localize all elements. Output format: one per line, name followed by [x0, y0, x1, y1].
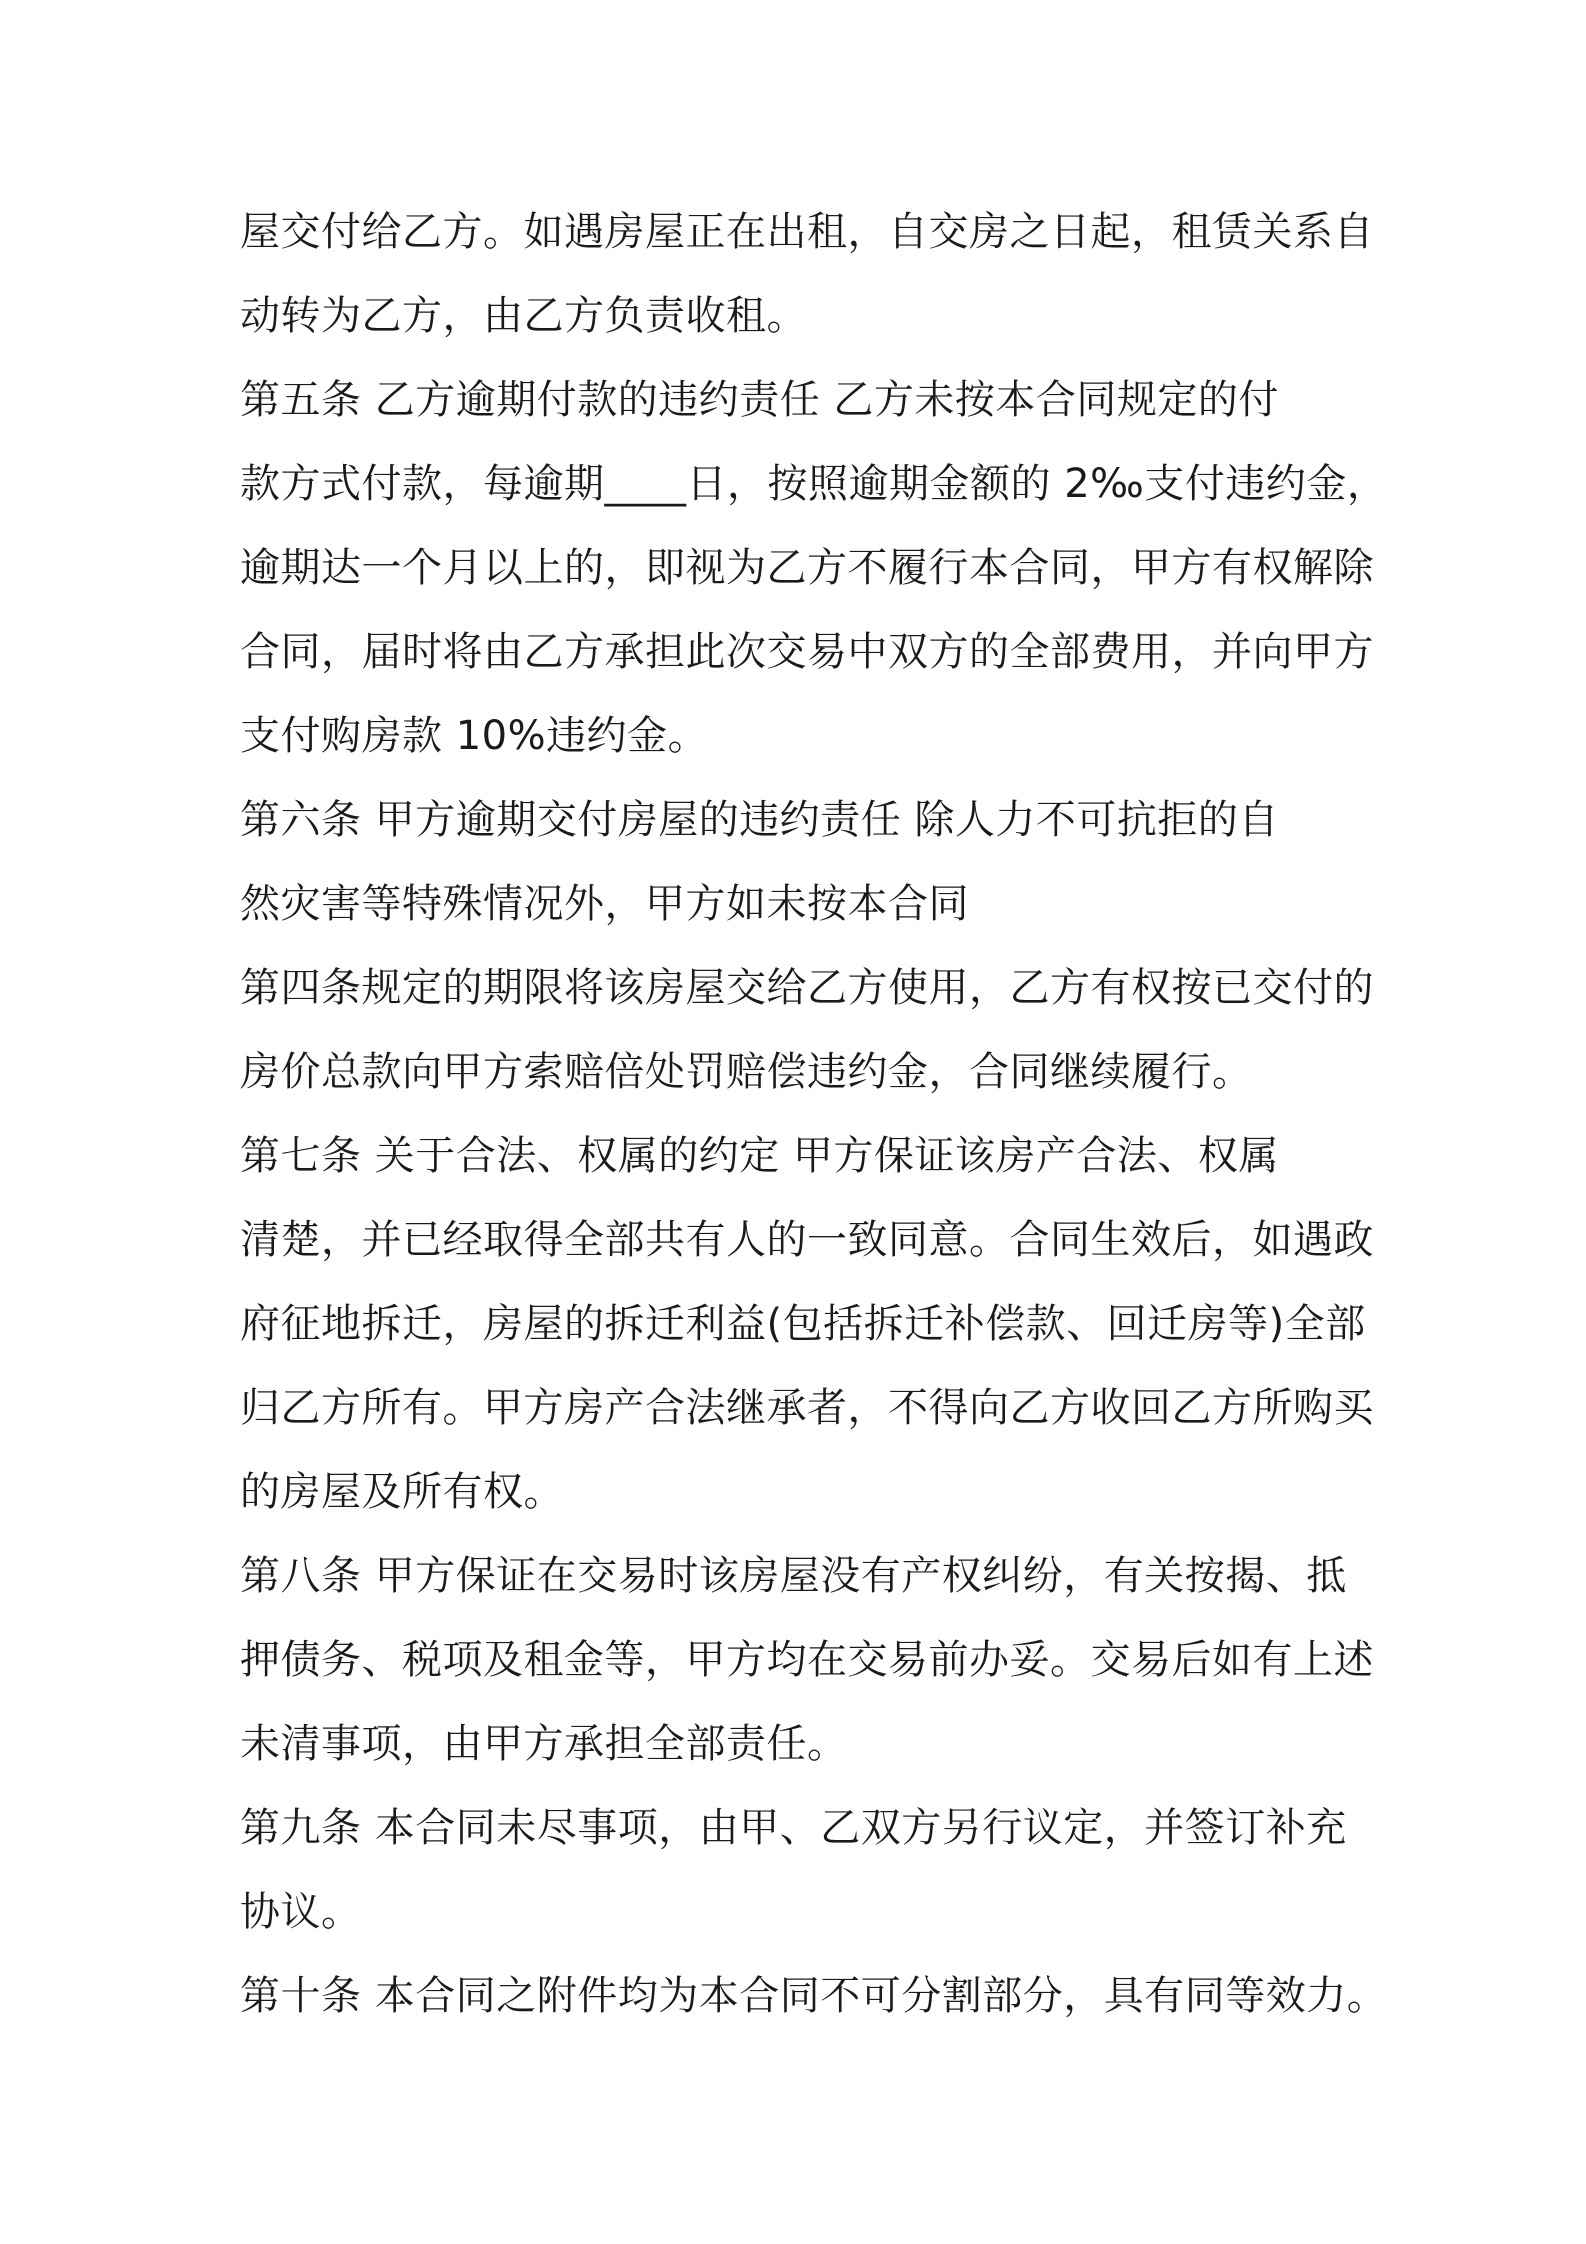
text-line: 归乙方所有。甲方房产合法继承者，不得向乙方收回乙方所购买	[240, 1385, 1374, 1431]
article-7-heading-line: 第七条 关于合法、权属的约定 甲方保证该房产合法、权属	[240, 1133, 1279, 1179]
article-5-heading-line: 第五条 乙方逾期付款的违约责任 乙方未按本合同规定的付	[240, 377, 1279, 423]
text-line: 屋交付给乙方。如遇房屋正在出租，自交房之日起，租赁关系自	[240, 209, 1374, 255]
text-line: 房价总款向甲方索赔倍处罚赔偿违约金，合同继续履行。	[240, 1049, 1253, 1095]
article-6-heading-line: 第六条 甲方逾期交付房屋的违约责任 除人力不可抗拒的自	[240, 797, 1279, 843]
article-9-line: 第九条 本合同未尽事项，由甲、乙双方另行议定，并签订补充	[240, 1805, 1347, 1851]
text-line: 逾期达一个月以上的，即视为乙方不履行本合同，甲方有权解除	[240, 545, 1374, 591]
text-line: 第四条规定的期限将该房屋交给乙方使用，乙方有权按已交付的	[240, 965, 1374, 1011]
article-10-line: 第十条 本合同之附件均为本合同不可分割部分，具有同等效力。	[240, 1973, 1388, 2019]
text-line: 府征地拆迁，房屋的拆迁利益(包括拆迁补偿款、回迁房等)全部	[240, 1301, 1366, 1347]
contract-text	[240, 190, 1388, 2038]
text-line: 款方式付款，每逾期____日，按照逾期金额的 2‰支付违约金，	[240, 461, 1388, 507]
text-line: 未清事项，由甲方承担全部责任。	[240, 1721, 848, 1767]
text-line: 清楚，并已经取得全部共有人的一致同意。合同生效后，如遇政	[240, 1217, 1374, 1263]
text-line: 支付购房款 10%违约金。	[240, 713, 709, 759]
text-line: 协议。	[240, 1889, 362, 1935]
text-line: 动转为乙方，由乙方负责收租。	[240, 293, 807, 339]
text-line: 然灾害等特殊情况外，甲方如未按本合同	[240, 881, 969, 927]
article-8-line: 第八条 甲方保证在交易时该房屋没有产权纠纷，有关按揭、抵	[240, 1553, 1347, 1599]
text-line: 的房屋及所有权。	[240, 1469, 564, 1515]
text-line: 合同，届时将由乙方承担此次交易中双方的全部费用，并向甲方	[240, 629, 1374, 675]
text-line: 押债务、税项及租金等，甲方均在交易前办妥。交易后如有上述	[240, 1637, 1374, 1683]
